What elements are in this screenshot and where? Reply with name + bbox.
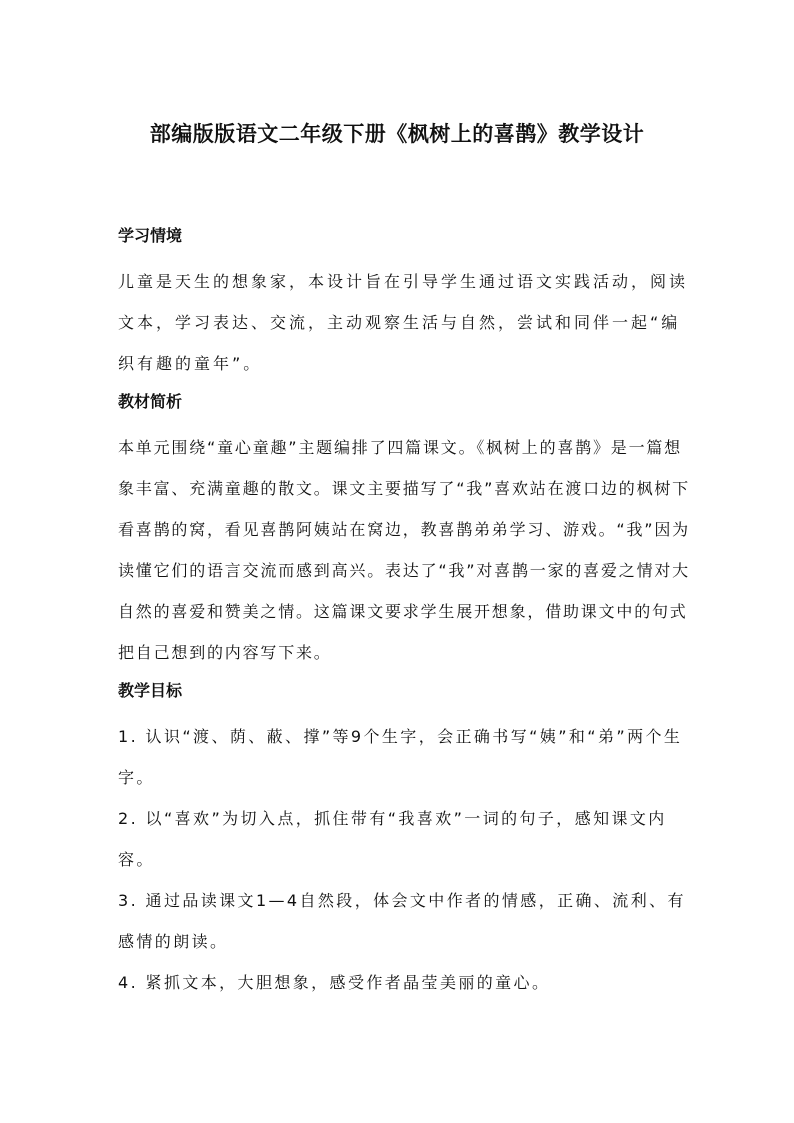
section-material-analysis: [118, 386, 694, 673]
document-body: [118, 220, 694, 1003]
section-learning-situation: [118, 220, 694, 384]
section-heading: 教学目标: [118, 681, 183, 700]
goal-item: 3. 通过品读课文1—4自然段，体会文中作者的情感，正确、流利、有感情的朗读。: [118, 891, 686, 951]
section-heading: 学习情境: [118, 226, 183, 245]
section-teaching-goals: [118, 675, 694, 1003]
document-title: 部编版版语文二年级下册《枫树上的喜鹊》教学设计: [149, 122, 645, 146]
goal-item: 4. 紧抓文本，大胆想象，感受作者晶莹美丽的童心。: [118, 973, 551, 992]
goal-item: 2. 以“喜欢”为切入点，抓住带有“我喜欢”一词的句子，感知课文内容。: [118, 809, 667, 869]
section-paragraph: 儿童是天生的想象家，本设计旨在引导学生通过语文实践活动，阅读文本，学习表达、交流，主动观察生活与自然，尝试和同伴一起“编织有趣的童年”。: [118, 272, 689, 373]
goal-item: 1. 认识“渡、荫、蔽、撑”等9个生字，会正确书写“姨”和“弟”两个生字。: [118, 727, 683, 787]
section-heading: 教材简析: [118, 392, 183, 411]
section-paragraph: 本单元围绕“童心童趣”主题编排了四篇课文。《枫树上的喜鹊》是一篇想象丰富、充满童趣的散文。课文主要描写了“我”喜欢站在渡口边的枫树下看喜鹊的窝，看见喜鹊阿姨站在窝边，教喜鹊弟弟学习、游戏。“我”因为读懂它们的语言交流而感到高兴。表达了“我”对喜鹊一家的喜爱之情对大自然的喜爱和赞美之情。这篇课文要求学生展开想象，借助课文中的句式把自己想到的内容写下来。: [118, 438, 690, 662]
